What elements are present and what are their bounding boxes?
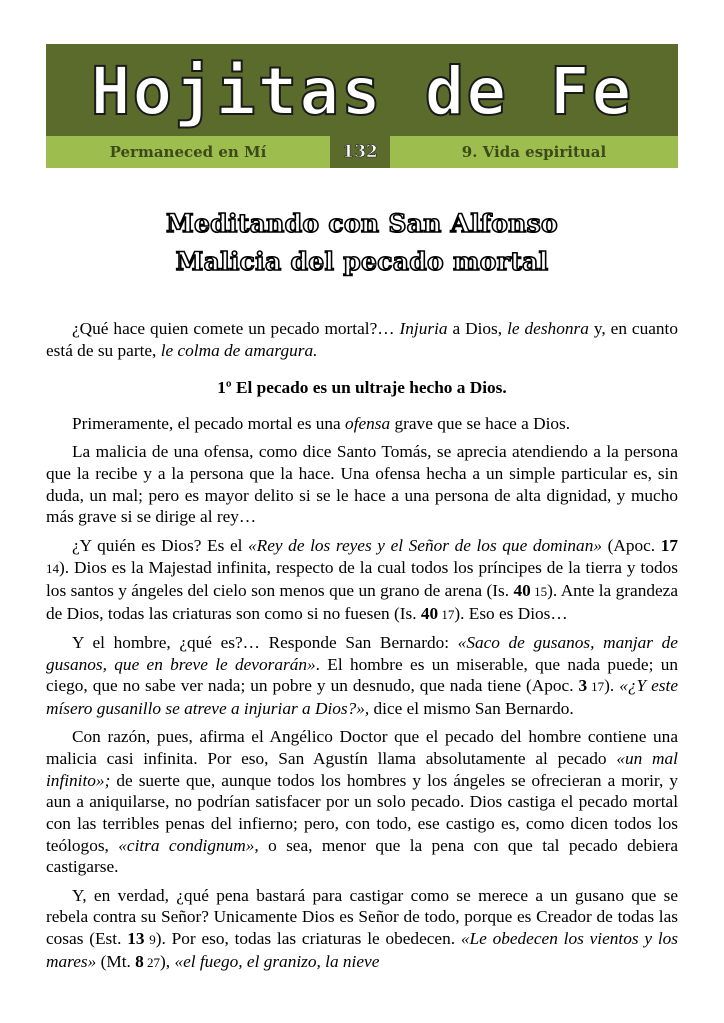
section-box bbox=[390, 136, 678, 168]
header-info-bar bbox=[46, 136, 678, 168]
issue-number-box bbox=[330, 136, 390, 168]
issue-number: 132 bbox=[342, 142, 378, 162]
article-body bbox=[46, 318, 678, 980]
paragraph-5: Con razón, pues, afirma el Angélico Doctor que el pecado del hombre contiene una malicia casi infinita. Por eso, San Agustín llama absolutamente al pecado «un mal infinito»; de suerte que, aunque todos los hombres y los ángeles se ofrecieran a morir, y aun a aniquilarse, no podrían satisfacer por un solo pecado. Dios castiga el pecado mortal con las terribles penas del infierno; pero, con todo, ese castigo es, como dicen todos los teólogos, «citra condignum», o sea, menor que la pena con que tal pecado debiera castigarse. bbox=[46, 727, 679, 877]
series-box bbox=[46, 136, 330, 168]
article-title-line-1: Meditando con San Alfonso bbox=[166, 209, 558, 238]
intro-paragraph: ¿Qué hace quien comete un pecado mortal?… Injuria a Dios, le deshonra y, en cuanto está de su parte, le colma de amargura. bbox=[46, 319, 678, 360]
series-label: Permaneced en Mí bbox=[109, 143, 267, 161]
section-label: 9. Vida espiritual bbox=[461, 143, 607, 161]
paragraph-3: ¿Y quién es Dios? Es el «Rey de los reyes y el Señor de los que dominan» (Apoc. 17 14). Dios es la Majestad infinita, respecto de la cual todos los príncipes de la tierra y todos los santos y ángeles del cielo son menos que un grano de arena (Is. 40 15). Ante la grandeza de Dios, todas las criaturas son como si no fuesen (Is. 40 17). Eso es Dios… bbox=[46, 535, 678, 623]
paragraph-4: Y el hombre, ¿qué es?… Responde San Bernardo: «Saco de gusanos, manjar de gusanos, que en breve le devorarán». El hombre es un miserable, que nada puede; un ciego, que no sabe ver nada; un pobre y un desnudo, que nada tiene (Apoc. 3 17). «¿Y este mísero gusanillo se atreve a injuriar a Dios?», dice el mismo San Bernardo. bbox=[46, 632, 678, 719]
paragraph-1: Primeramente, el pecado mortal es una ofensa grave que se hace a Dios. bbox=[72, 414, 571, 434]
article-title bbox=[46, 205, 678, 281]
publication-title: Hojitas de Fe bbox=[90, 53, 634, 130]
header-banner bbox=[46, 44, 678, 136]
paragraph-2: La malicia de una ofensa, como dice Santo Tomás, se aprecia atendiendo a la persona que la recibe y a la persona que la hace. Una ofensa hecha a un simple particular es, sin duda, un mal; pero es mayor delito si se le hace a una persona de alta dignidad, y mucho más grave si se dirige al rey… bbox=[46, 442, 678, 527]
article-title-line-2: Malicia del pecado mortal bbox=[175, 247, 549, 276]
section-heading: 1º El pecado es un ultraje hecho a Dios. bbox=[217, 378, 507, 398]
paragraph-6: Y, en verdad, ¿qué pena bastará para castigar como se merece a un gusano que se rebela contra su Señor? Unicamente Dios es Señor de todo, porque es Creador de todas las cosas (Est. 13 9). Por eso, todas las criaturas le obedecen. «Le obedecen los vientos y los mares» (Mt. 8 27), «el fuego, el granizo, la nieve bbox=[46, 885, 679, 971]
